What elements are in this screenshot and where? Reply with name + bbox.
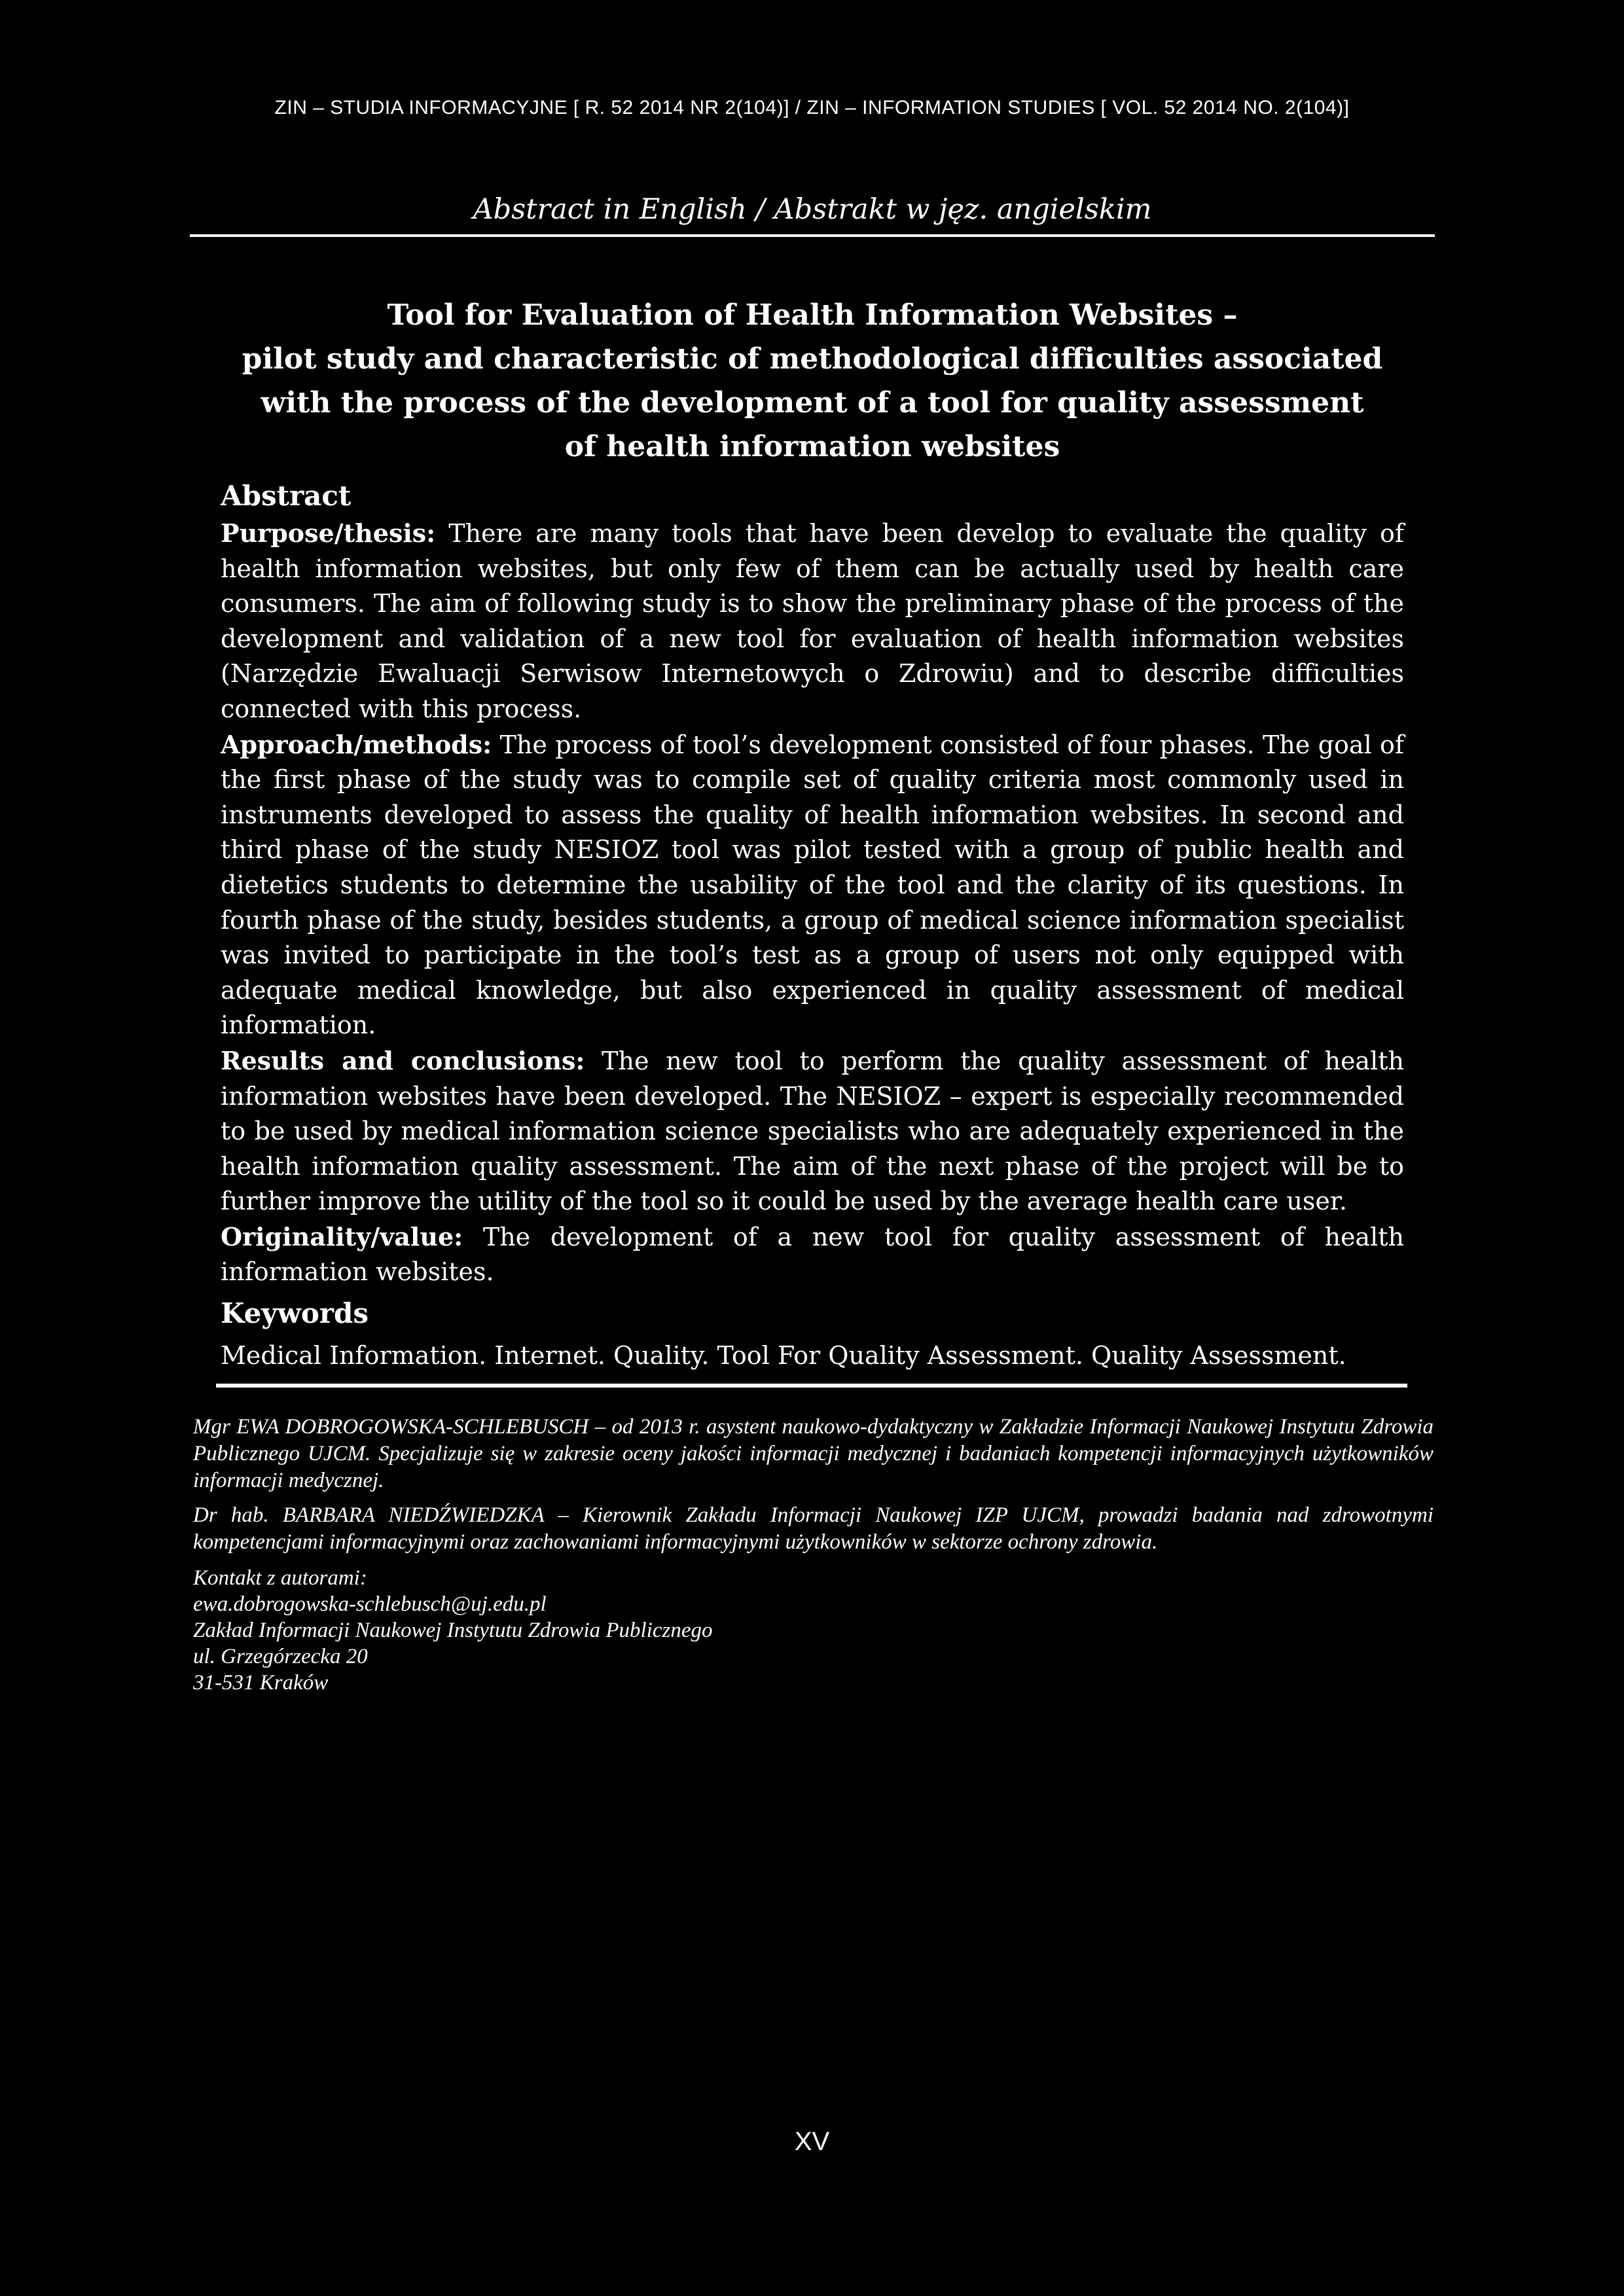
- contact-institution: Zakład Informacji Naukowej Instytutu Zdrowia Publicznego: [193, 1619, 713, 1642]
- results-text: The new tool to perform the quality assessment of health information websites have been developed. The NESIOZ – expert is especially recommended to be used by medical information science specialists who are adequately experienced in the health information quality assessment. The aim of the next phase of the project will be to further improve the utility of the tool so it could be used by the average health care user.: [221, 1046, 1404, 1216]
- approach-text: The process of tool’s development consisted of four phases. The goal of the first phase of the study was to compile set of quality criteria most commonly used in instruments developed to assess the quality of health information websites. In second and third phase of the study NESIOZ tool was pilot tested with a group of public health and dietetics students to determine the usability of the tool and the clarity of its questions. In fourth phase of the study, besides students, a group of medical science information specialist was invited to participate in the tool’s test as a group of users not only equipped with adequate medical knowledge, but also experienced in quality assessment of medical information.: [221, 730, 1404, 1040]
- author-note-1: Mgr EWA DOBROGOWSKA-SCHLEBUSCH – od 2013 r. asystent naukowo-dydaktyczny w Zakładzie Informacji Naukowej Instytutu Zdrowia Publicznego UJCM. Specjalizuje się w zakresie oceny jakości informacji medycznej i badaniach kompetencji informacyjnych użytkowników informacji medycznej.: [193, 1415, 1434, 1492]
- abstract-body: [221, 476, 1404, 1374]
- purpose-paragraph: [221, 516, 1404, 727]
- approach-label: Approach/methods:: [221, 729, 492, 759]
- purpose-text: There are many tools that have been develop to evaluate the quality of health information websites, but only few of them can be actually used by health care consumers. The aim of following study is to show the preliminary phase of the process of the development and validation of a new tool for evaluation of health information websites (Narzędzie Ewaluacji Serwisow Internetowych o Zdrowiu) and to describe difficulties connected with this process.: [221, 519, 1404, 723]
- originality-label: Originality/value:: [221, 1221, 463, 1251]
- author-note-2: Dr hab. BARBARA NIEDŹWIEDZKA – Kierownik Zakładu Informacji Naukowej IZP UJCM, prowadzi badania nad zdrowotnymi kompetencjami informacyjnymi oraz zachowaniami informacyjnymi użytkowników w sektorze ochrony zdrowia.: [193, 1503, 1434, 1554]
- section-heading: Abstract in English / Abstrakt w jęz. angielskim: [473, 193, 1152, 226]
- author-notes: [193, 1414, 1434, 1696]
- contact-city: 31-531 Kraków: [193, 1671, 329, 1695]
- bottom-divider: [216, 1384, 1407, 1388]
- results-paragraph: [221, 1043, 1404, 1219]
- contact-email: ewa.dobrogowska-schlebusch@uj.edu.pl: [193, 1592, 547, 1616]
- originality-paragraph: [221, 1219, 1404, 1290]
- running-head: ZIN – STUDIA INFORMACYJNE [ R. 52 2014 NR 2(104)] / ZIN – INFORMATION STUDIES [ VOL. 52 2014 NO. 2(104)]: [274, 97, 1350, 118]
- title-line: Tool for Evaluation of Health Information Websites –: [387, 298, 1238, 332]
- top-divider: [190, 234, 1435, 237]
- keywords-text: Medical Information. Internet. Quality. Tool For Quality Assessment. Quality Assessment.: [221, 1341, 1346, 1371]
- purpose-label: Purpose/thesis:: [221, 518, 436, 548]
- keywords-heading: Keywords: [221, 1297, 369, 1330]
- originality-text: The development of a new tool for quality assessment of health information websites.: [221, 1222, 1404, 1287]
- title-line: with the process of the development of a tool for quality assessment: [261, 386, 1364, 420]
- title-line: pilot study and characteristic of methodological difficulties associated: [242, 342, 1383, 376]
- page-number: XV: [794, 2127, 830, 2156]
- article-title: [223, 293, 1402, 469]
- title-line: of health information websites: [564, 430, 1060, 463]
- contact-block: [193, 1565, 1434, 1696]
- approach-paragraph: [221, 727, 1404, 1043]
- results-label: Results and conclusions:: [221, 1045, 585, 1075]
- contact-street: ul. Grzegórzecka 20: [193, 1645, 368, 1668]
- contact-heading: Kontakt z autorami:: [193, 1566, 367, 1590]
- abstract-heading: Abstract: [221, 480, 352, 512]
